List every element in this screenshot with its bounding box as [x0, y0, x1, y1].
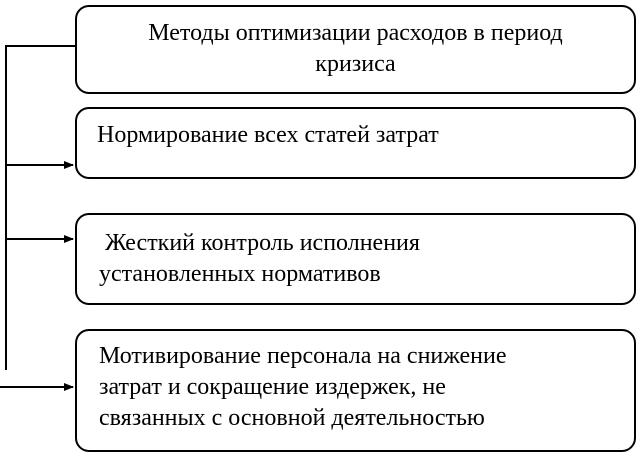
item-3-line-2: затрат и сокращение издержек, не [99, 374, 446, 400]
item-1-line-1: Нормирование всех статей затрат [97, 122, 439, 148]
item-box-1 [75, 107, 636, 179]
item-box-3 [75, 329, 636, 452]
title-connector [6, 46, 75, 370]
item-3-line-1: Мотивирование персонала на снижение [99, 343, 507, 369]
item-2-line-2: установленных нормативов [99, 261, 381, 287]
title-line-1: Методы оптимизации расходов в период [148, 20, 563, 46]
title-box [75, 5, 636, 94]
item-3-line-3: связанных с основной деятельностью [99, 405, 485, 431]
item-2-line-1: Жесткий контроль исполнения [99, 230, 420, 256]
item-box-2 [75, 213, 636, 305]
title-line-2: кризиса [315, 51, 396, 77]
